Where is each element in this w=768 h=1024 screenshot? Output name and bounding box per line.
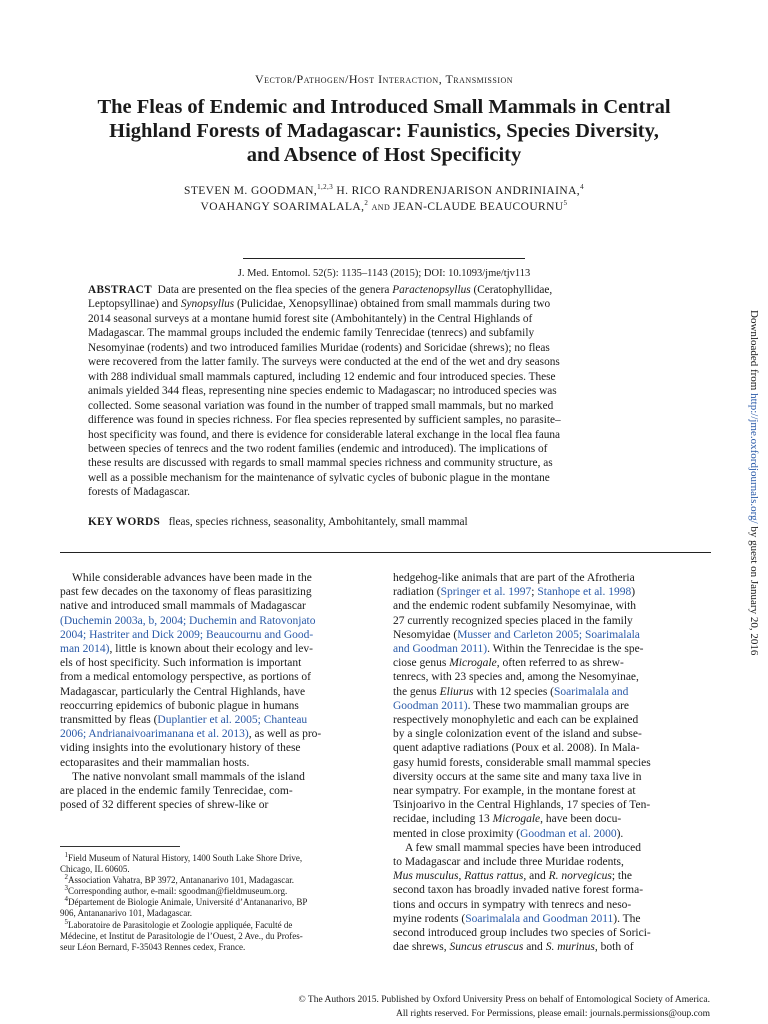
abstract-divider xyxy=(60,552,711,553)
author-line-2: VOAHANGY SOARIMALALA,$^2$ and JEAN-CLAUDE BEAUCOURNU$^5$ xyxy=(200,199,568,213)
citation-link[interactable]: 2004; Hastriter and Dick 2009; Beaucournu and Good- xyxy=(60,628,314,641)
abstract-label: ABSTRACT xyxy=(88,284,152,296)
citation-link[interactable]: 2006; Andrianaivoarimanana et al. 2013) xyxy=(60,728,249,741)
title-line-2: Highland Forests of Madagascar: Faunistics, Species Diversity, xyxy=(109,120,659,142)
journal-reference: J. Med. Entomol. 52(5): 1135–1143 (2015); DOI: 10.1093/jme/tjv113 xyxy=(237,268,531,279)
citation-link[interactable]: Duplantier et al. 2005; Chanteau xyxy=(157,714,308,727)
body-column-right: hedgehog-like animals that are part of the Afrotheria radiation (Springer et al. 1997; Stanhope et al. 1998) and the endemic rodent subfamily Nesomyinae, with 27 currently recognized species placed in the family Nesomyidae (Musser and Carleton 2005; Soarimalala and Goodman 2011). Within the Tenrecidae is the spe- ciose genus Microgale, often referred to as shrew- tenrecs, with 23 species and, among the Nesomyinae, the genus Eliurus with 12 species (Soarimalala and Goodman 2011). These two mammalian groups are respectively monophyletic and each can be explained by a single colonization event of the island and subse- quent adaptive radiations (Poux et al. 2008). In Mala- gasy humid forests, considerable small mammal species diversity occurs at the same site and many taxa live in near sympatry. For example, in the montane forest at Tsinjoarivo in the Central Highlands, 17 species of Ten- recidae, including 13 Microgale, have been docu- mented in close proximity (Goodman et al. 2000). A few small mammal species have been introduced to Madagascar and include three Muridae rodents, Mus musculus, Rattus rattus, and R. norvegicus; the second taxon has broadly invaded native forest forma- tions and occurs in sympatry with tenrecs and neso- myine rodents (Soarimalala and Goodman 2011). The second introduced group includes two species of Sorici- dae shrews, Suncus etruscus and S. murinus, both of xyxy=(393,572,651,954)
citation-link[interactable]: Goodman 2011) xyxy=(393,699,468,712)
abstract: ABSTRACT Data are presented on the flea species of the genera Paractenopsyllus (Ceratophyllidae, Leptopsyllinae) and Synopsyllus (Pulicidae, Xenopsyllinae) obtained from small mammals during two 2014 seasonal surveys at a montane humid forest site (Ambohitantely) in the Central Highlands of Madagascar. The mammal groups included the endemic family Tenrecidae (tenrecs) and subfamily Nesomyinae (rodents) and two introduced families Muridae (rodents) and Soricidae (shrews); no fleas were recovered from the latter family. The surveys were conducted at the end of the wet and dry seasons with 288 individual small mammals captured, including 12 endemic and four introduced species. These animals yielded 344 fleas, representing nine species endemic to Madagascar; no introduced species was collected. Some seasonal variation was found in the number of trapped small mammals, but no marked difference was found in species richness. For flea species represented by sufficient samples, no parasite– host specificity was found, and there is evidence for considerable lateral exchange in the local flea fauna between species of tenrecs and the two rodent families (endemic and introduced). The implications of these results are discussed with regards to small mammal species richness and community structure, as well as a possible mechanism for the maintenance of sylvatic cycles of bubonic plague in the montane forests of Madagascar. xyxy=(88,284,561,499)
footnotes: $^1$Field Museum of Natural History, 1400 South Lake Shore Drive, Chicago, IL 60605. $^2$Association Vahatra, BP 3972, Antananarivo 101, Madagascar. $^3$Corresponding author, e-mail: sgoodman@fieldmuseum.org. $^4$Département de Biologie Animale, Université d’Antananarivo, BP 906, Antananarivo 101, Madagascar. $^5$Laboratoire de Parasitologie et Zoologie appliquée, Faculté de Médecine, et Institut de Parasitologie de l’Ouest, 2 Ave., du Profes- seur Léon Bernard, F-35043 Rennes cedex, France. xyxy=(60,851,308,952)
keywords xyxy=(88,516,678,528)
journal-site-link[interactable]: http://jme.oxfordjournals.org/ xyxy=(748,393,760,524)
article-title xyxy=(40,95,728,167)
download-watermark: Downloaded from http://jme.oxfordjournals.org/ by guest on January 20, 2016 xyxy=(748,310,760,656)
citation-link[interactable]: Musser and Carleton 2005; Soarimalala xyxy=(457,628,640,641)
footnote-divider xyxy=(60,846,180,847)
citation-link[interactable]: Soarimalala and Goodman 2011 xyxy=(465,912,614,925)
citation-link[interactable]: Stanhope et al. 1998 xyxy=(537,586,632,599)
citation-link[interactable]: Springer et al. 1997 xyxy=(440,586,532,599)
author-list xyxy=(0,183,768,215)
citation-link[interactable]: (Duchemin 2003a, b, 2004; Duchemin and Ratovonjato xyxy=(60,614,316,627)
author-soarimalala: VOAHANGY SOARIMALALA, xyxy=(200,201,365,213)
section-kicker: Vector/Pathogen/Host Interaction, Transmission xyxy=(254,72,514,86)
copyright-notice: © The Authors 2015. Published by Oxford University Press on behalf of Entomological Society of America. All rights reserved. For Permissions, please email: journals.permissions@oup.com xyxy=(298,995,710,1019)
author-line-1: STEVEN M. GOODMAN,$^{1,2,3}$ H. RICO RANDRENJARISON ANDRINIAINA,$^4$ xyxy=(184,183,584,197)
author-andriniaina: H. RICO RANDRENJARISON ANDRINIAINA, xyxy=(333,185,581,197)
citation-link[interactable]: Goodman et al. 2000 xyxy=(520,827,617,840)
title-line-3: and Absence of Host Specificity xyxy=(246,144,522,166)
keywords-text: fleas, species richness, seasonality, Ambohitantely, small mammal xyxy=(168,516,468,528)
title-divider xyxy=(243,258,525,259)
title-line-1: The Fleas of Endemic and Introduced Small Mammals in Central xyxy=(97,96,671,118)
citation-link[interactable]: Soarimalala and xyxy=(554,685,629,698)
author-goodman: STEVEN M. GOODMAN, xyxy=(184,185,318,197)
body-column-left: While considerable advances have been made in the past few decades on the taxonomy of fleas parasitizing native and introduced small mammals of Madagascar (Duchemin 2003a, b, 2004; Duchemin and Ratovonjato 2004; Hastriter and Dick 2009; Beaucournu and Good- man 2014), little is known about their ecology and lev- els of host specificity. Such information is important from a medical entomology perspective, as portions of Madagascar, particularly the Central Highlands, have reoccurring epidemics of bubonic plague in humans transmitted by fleas (Duplantier et al. 2005; Chanteau 2006; Andrianaivoarimanana et al. 2013), as well as pro- viding insights into the evolutionary history of these ectoparasites and their mammalian hosts. The native nonvolant small mammals of the island are placed in the endemic family Tenrecidae, com- posed of 32 different species of shrew-like or xyxy=(60,572,322,812)
citation-link[interactable]: man 2014) xyxy=(60,643,110,656)
keywords-label: KEY WORDS xyxy=(88,516,161,528)
citation-link[interactable]: and Goodman 2011) xyxy=(393,643,488,656)
author-beaucournu: JEAN-CLAUDE BEAUCOURNU xyxy=(393,201,564,213)
